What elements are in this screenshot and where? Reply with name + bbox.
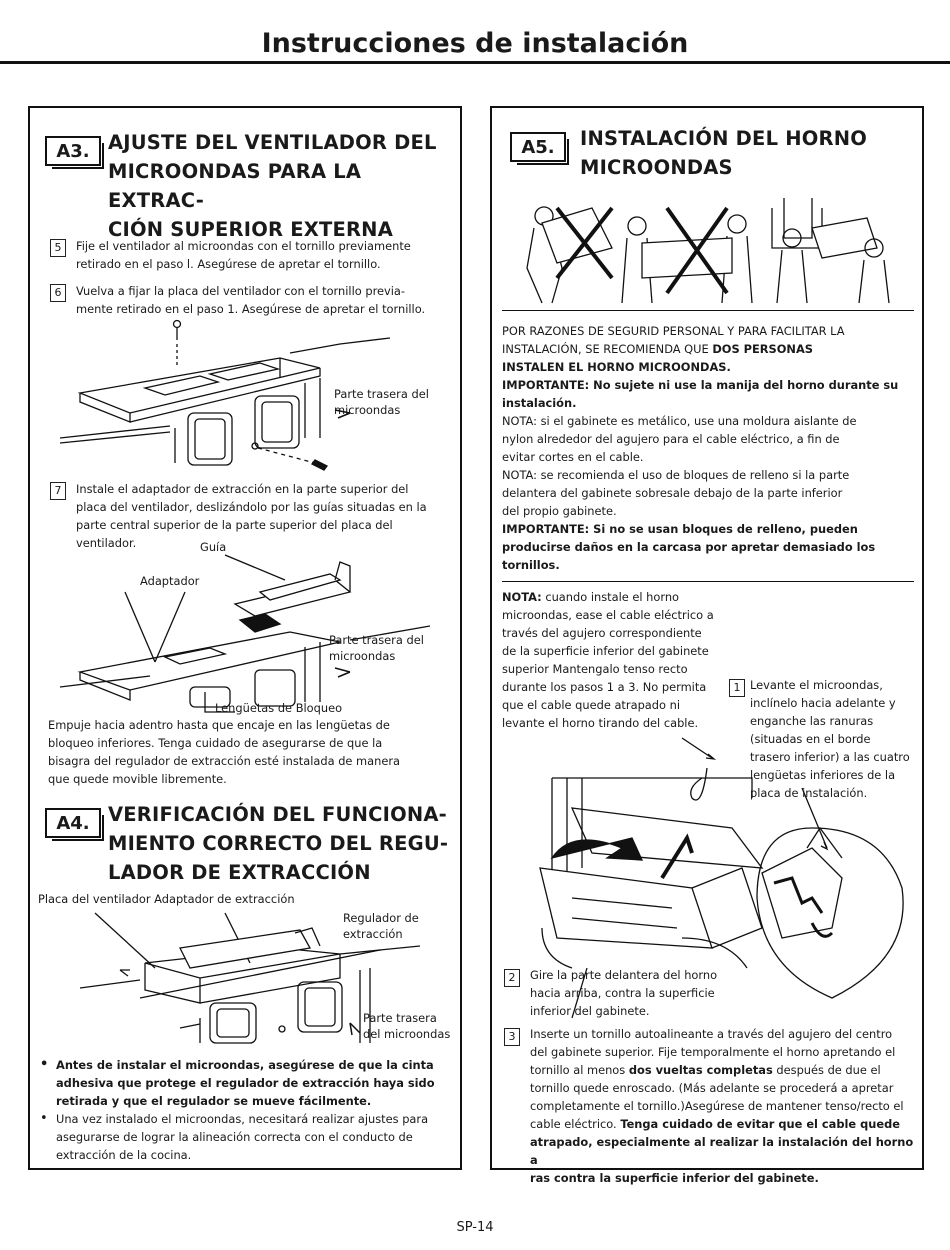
panel-a5	[490, 106, 924, 1185]
a4-badge: A4.	[45, 808, 101, 838]
a4-fig-rear-label: Parte trasera del microondas	[363, 1011, 451, 1041]
fig2-label-tabs: Lengüetas de Bloqueo	[215, 701, 343, 715]
step-3-number: 3	[504, 1028, 520, 1046]
step-5-number: 5	[50, 239, 66, 257]
step-6-number: 6	[50, 284, 66, 302]
step-7-text: Instale el adaptador de extracción en la parte superior del placa del ventilador, deslizándolo por las guías situadas en la parte central superior de la parte superior del placa del ventilador.	[76, 482, 427, 550]
fig1-label-rear: Parte trasera del microondas	[334, 387, 429, 417]
a5-intro: POR RAZONES DE SEGURID PERSONAL Y PARA FACILITAR LA INSTALACIÓN, SE RECOMIENDA QUE DOS PERSONAS INSTALEN EL HORNO MICROONDAS. IMPORTANTE: No sujete ni use la manija del horno durante su instalación. NOTA: si el gabinete es metálico, use una moldura aislante de nylon alrededor del agujero para el cable eléctrico, a fin de evitar cortes en el cable. NOTA: se recomienda el uso de bloques de relleno si la parte delantera del gabinete sobresale debajo de la parte inferior del propio gabinete. IMPORTANTE: Si no se usan bloques de relleno, pueden producirse daños en la carcasa por apretar demasiado los tornillos.	[502, 324, 899, 572]
a3-title: AJUSTE DEL VENTILADOR DEL MICROONDAS PARA LA EXTRAC- CIÓN SUPERIOR EXTERNA	[108, 131, 437, 241]
a5-nota-cable: NOTA: cuando instale el horno microondas, ease el cable eléctrico a través del agujero correspondiente de la superficie inferior del gabinete superior Mantengalo tenso recto durante los pasos 1 a 3. No permita que el cable quede atrapado ni levante el horno tirando del cable.	[502, 590, 714, 730]
push-instructions: Empuje hacia adentro hasta que encaje en las lengüetas de bloqueo inferiores. Tenga cuidado de asegurarse de que la bisagra del regulador de extracción esté instalada de manera que quede movible libremente.	[48, 718, 401, 786]
page-number: SP-14	[456, 1220, 494, 1235]
a5-rule	[502, 310, 914, 311]
fig2-label-adapter: Adaptador	[140, 574, 200, 588]
step-2-number: 2	[504, 969, 520, 987]
two-person-lift-illustration	[522, 198, 902, 308]
a4-fig-caption: Placa del ventilador Adaptador de extracción	[38, 892, 295, 906]
title-rule	[0, 61, 950, 64]
a4-bullet-2: • Una vez instalado el microondas, necesitará realizar ajustes para asegurarse de lograr la alineación correcta con el conducto de extracción de la cocina.	[40, 1110, 450, 1164]
microwave-install-illustration	[512, 728, 922, 998]
a4-fig-damper-label: Regulador de extracción	[343, 911, 419, 941]
a4-title: VERIFICACIÓN DEL FUNCIONA- MIENTO CORRECTO DEL REGU- LADOR DE EXTRACCIÓN	[108, 803, 449, 884]
fig2-label-guide: Guía	[200, 540, 227, 554]
a3-badge: A3.	[45, 136, 101, 166]
step-1-number: 1	[729, 679, 745, 697]
fig2-label-rear: Parte trasera del microondas	[329, 633, 424, 663]
step-5-text: Fije el ventilador al microondas con el tornillo previamente retirado en el paso l. Asegúrese de apretar el tornillo.	[76, 239, 411, 271]
a4-bullet-1: • Antes de instalar el microondas, asegúrese de que la cinta adhesiva que protege el regulador de extracción haya sido retirada y que el regulador se mueve fácilmente.	[40, 1056, 450, 1110]
step-7-number: 7	[50, 482, 66, 500]
a4-bullets	[40, 1056, 450, 1164]
step-6-text: Vuelva a fijar la placa del ventilador con el tornillo previa- mente retirado en el paso 1. Asegúrese de apretar el tornillo.	[76, 284, 426, 316]
step-3-text: Inserte un tornillo autoalineante a través del agujero del centro del gabinete superior. Fije temporalmente el horno apretando el tornillo al menos dos vueltas completas después de due el tornillo quede enroscado. (Más adelante se procederá a apretar completamente el tornillo.)Asegúrese de mantener tenso/recto el cable eléctrico. Tenga cuidado de evitar que el cable quede atrapado, especialmente al realizar la instalación del horno a ras contra la superficie inferior del gabinete.	[530, 1027, 914, 1185]
a5-rule-2	[502, 581, 914, 582]
a5-title: INSTALACIÓN DEL HORNO MICROONDAS	[580, 127, 867, 179]
step-2-text: Gire la parte delantera del horno hacia arriba, contra la superficie inferior del gabinete.	[530, 968, 718, 1018]
a5-badge: A5.	[510, 132, 566, 162]
page-title: Instrucciones de instalación	[261, 28, 689, 59]
step-1-text: Levante el microondas, inclínelo hacia adelante y enganche las ranuras (situadas en el borde trasero inferior) a las cuatro lengüetas inferiores de la placa de instalación.	[750, 678, 910, 800]
panel-a3-a4	[28, 106, 462, 1170]
